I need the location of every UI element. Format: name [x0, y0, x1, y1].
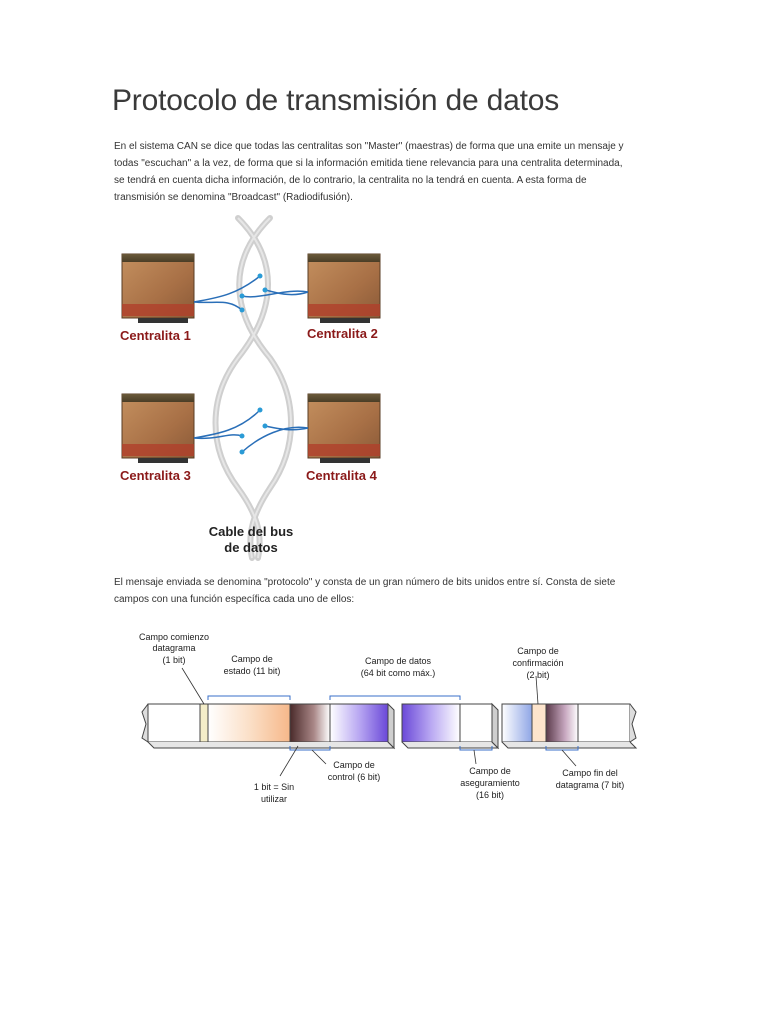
intro-line: transmisión se denomina "Broadcast" (Radiodifusión). — [114, 192, 353, 203]
bus-label-line-2: de datos — [224, 540, 278, 555]
label-start-2: datagrama — [152, 643, 196, 653]
label-data-1: Campo de datos — [364, 656, 432, 666]
can-frame-figure — [130, 628, 650, 818]
page-title: Protocolo de transmisión de datos — [112, 84, 559, 117]
label-unused-1: 1 bit = Sin — [253, 782, 295, 792]
unit-label-2: Centralita 2 — [307, 326, 378, 341]
unit-label-3: Centralita 3 — [120, 468, 191, 483]
label-security-1: Campo de — [469, 766, 511, 776]
bus-cable — [216, 218, 292, 558]
label-confirm-2: confirmación — [512, 658, 564, 668]
label-confirm-3: (2 bit) — [526, 670, 550, 680]
label-control-1: Campo de — [333, 760, 375, 770]
control-unit-3 — [122, 394, 194, 463]
intro-paragraph — [114, 138, 654, 206]
unit-label-4: Centralita 4 — [306, 468, 377, 483]
can-bus-figure — [110, 218, 430, 558]
intro-line: todas "escuchan" a la vez, de forma que si la información emitida tiene relevancia para una centralita determinada, — [114, 158, 623, 169]
intro-line: se tendrá en cuenta dicha información, de lo contrario, la centralita no la tendrá en cuenta. A esta forma de — [114, 175, 587, 186]
control-unit-2 — [308, 254, 380, 323]
message-line: campos con una función específica cada uno de ellos: — [114, 594, 355, 605]
label-confirm-1: Campo de — [517, 646, 559, 656]
intro-line: En el sistema CAN se dice que todas las centralitas son "Master" (maestras) de forma que una emite un mensaje y — [114, 141, 624, 152]
label-control-2: control (6 bit) — [327, 772, 381, 782]
control-unit-4 — [308, 394, 380, 463]
unit-label-1: Centralita 1 — [120, 328, 191, 343]
frame-bar — [142, 704, 636, 748]
label-state-2: estado (11 bit) — [223, 666, 281, 676]
control-unit-1 — [122, 254, 194, 323]
bus-label-line-1: Cable del bus — [208, 524, 294, 539]
label-start-1: Campo comienzo — [138, 632, 210, 642]
label-end-2: datagrama (7 bit) — [555, 780, 625, 790]
label-end-1: Campo fin del — [562, 768, 618, 778]
message-paragraph — [114, 574, 674, 608]
label-security-3: (16 bit) — [475, 790, 505, 800]
label-start-3: (1 bit) — [162, 655, 186, 665]
label-unused-2: utilizar — [260, 794, 288, 804]
label-security-2: aseguramiento — [460, 778, 520, 788]
label-state-1: Campo de — [231, 654, 273, 664]
message-line: El mensaje enviada se denomina "protocolo" y consta de un gran número de bits unidos entre sí. Consta de siete — [114, 577, 616, 588]
label-data-2: (64 bit como máx.) — [360, 668, 436, 678]
